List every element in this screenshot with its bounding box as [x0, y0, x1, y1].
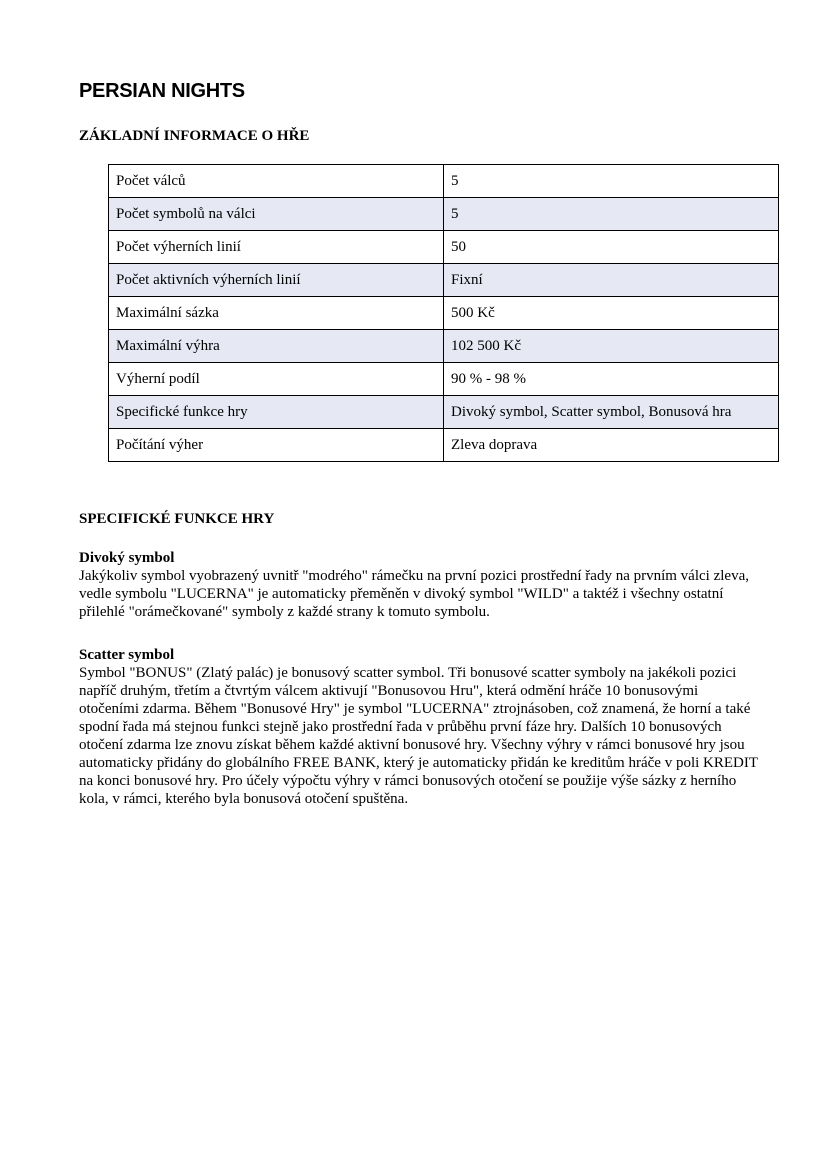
row-value: 50: [444, 231, 779, 264]
wild-symbol-text: Jakýkoliv symbol vyobrazený uvnitř "modrého" rámečku na první pozici prostřední řady na prvním válci zleva, vedle symbolu "LUCERNA" je automaticky přeměněn v divoký symbol "WILD" a taktéž i všechny ostatní přilehlé "orámečkované" symboly z každé strany k tomuto symbolu.: [79, 568, 749, 620]
row-label: Specifické funkce hry: [109, 396, 444, 429]
basic-info-heading: ZÁKLADNÍ INFORMACE O HŘE: [79, 128, 310, 144]
wild-symbol-section: [79, 549, 759, 621]
scatter-symbol-title: Scatter symbol: [79, 647, 175, 663]
row-label: Počítání výher: [109, 429, 444, 462]
row-value: Zleva doprava: [444, 429, 779, 462]
scatter-symbol-text: Symbol "BONUS" (Zlatý palác) je bonusový scatter symbol. Tři bonusové scatter symboly na jakékoli pozici napříč druhým, třetím a čtvrtým válcem aktivují "Bonusovou Hru", která odmění hráče 10 bonusovými otočeními zdarma. Během "Bonusové Hry" je symbol "LUCERNA" ztrojnásoben, což znamená, že horní a také spodní řada má stejnou funkci stejně jako prostřední řada v průběhu první fáze hry. Dalších 10 bonusových otočení zdarma lze znovu získat během každé aktivní bonusové hry. Všechny výhry v rámci bonusové hry jsou automaticky přidány do globálního FREE BANK, který je automaticky přidán ke kreditům hráče v poli KREDIT na konci bonusové hry. Pro účely výpočtu výhry v rámci bonusových otočení se použije výše sázky z herního kola, v rámci, kterého byla bonusová otočení spuštěna.: [79, 665, 758, 807]
table-row: [109, 297, 779, 330]
row-value: 90 % - 98 %: [444, 363, 779, 396]
row-label: Výherní podíl: [109, 363, 444, 396]
row-label: Maximální sázka: [109, 297, 444, 330]
row-label: Počet symbolů na válci: [109, 198, 444, 231]
row-label: Počet válců: [109, 165, 444, 198]
row-value: Fixní: [444, 264, 779, 297]
row-label: Maximální výhra: [109, 330, 444, 363]
table-row: [109, 330, 779, 363]
table-row: [109, 429, 779, 462]
table-row: [109, 264, 779, 297]
table-row: [109, 165, 779, 198]
row-value: Divoký symbol, Scatter symbol, Bonusová hra: [444, 396, 779, 429]
page-title: PERSIAN NIGHTS: [79, 80, 245, 102]
table-row: [109, 396, 779, 429]
table-row: [109, 231, 779, 264]
row-value: 5: [444, 198, 779, 231]
scatter-symbol-section: [79, 646, 759, 808]
row-value: 5: [444, 165, 779, 198]
table-row: [109, 198, 779, 231]
basic-info-table: [108, 164, 779, 462]
row-value: 500 Kč: [444, 297, 779, 330]
features-heading: SPECIFICKÉ FUNKCE HRY: [79, 511, 275, 527]
table-row: [109, 363, 779, 396]
row-label: Počet aktivních výherních linií: [109, 264, 444, 297]
row-label: Počet výherních linií: [109, 231, 444, 264]
wild-symbol-title: Divoký symbol: [79, 550, 175, 566]
row-value: 102 500 Kč: [444, 330, 779, 363]
